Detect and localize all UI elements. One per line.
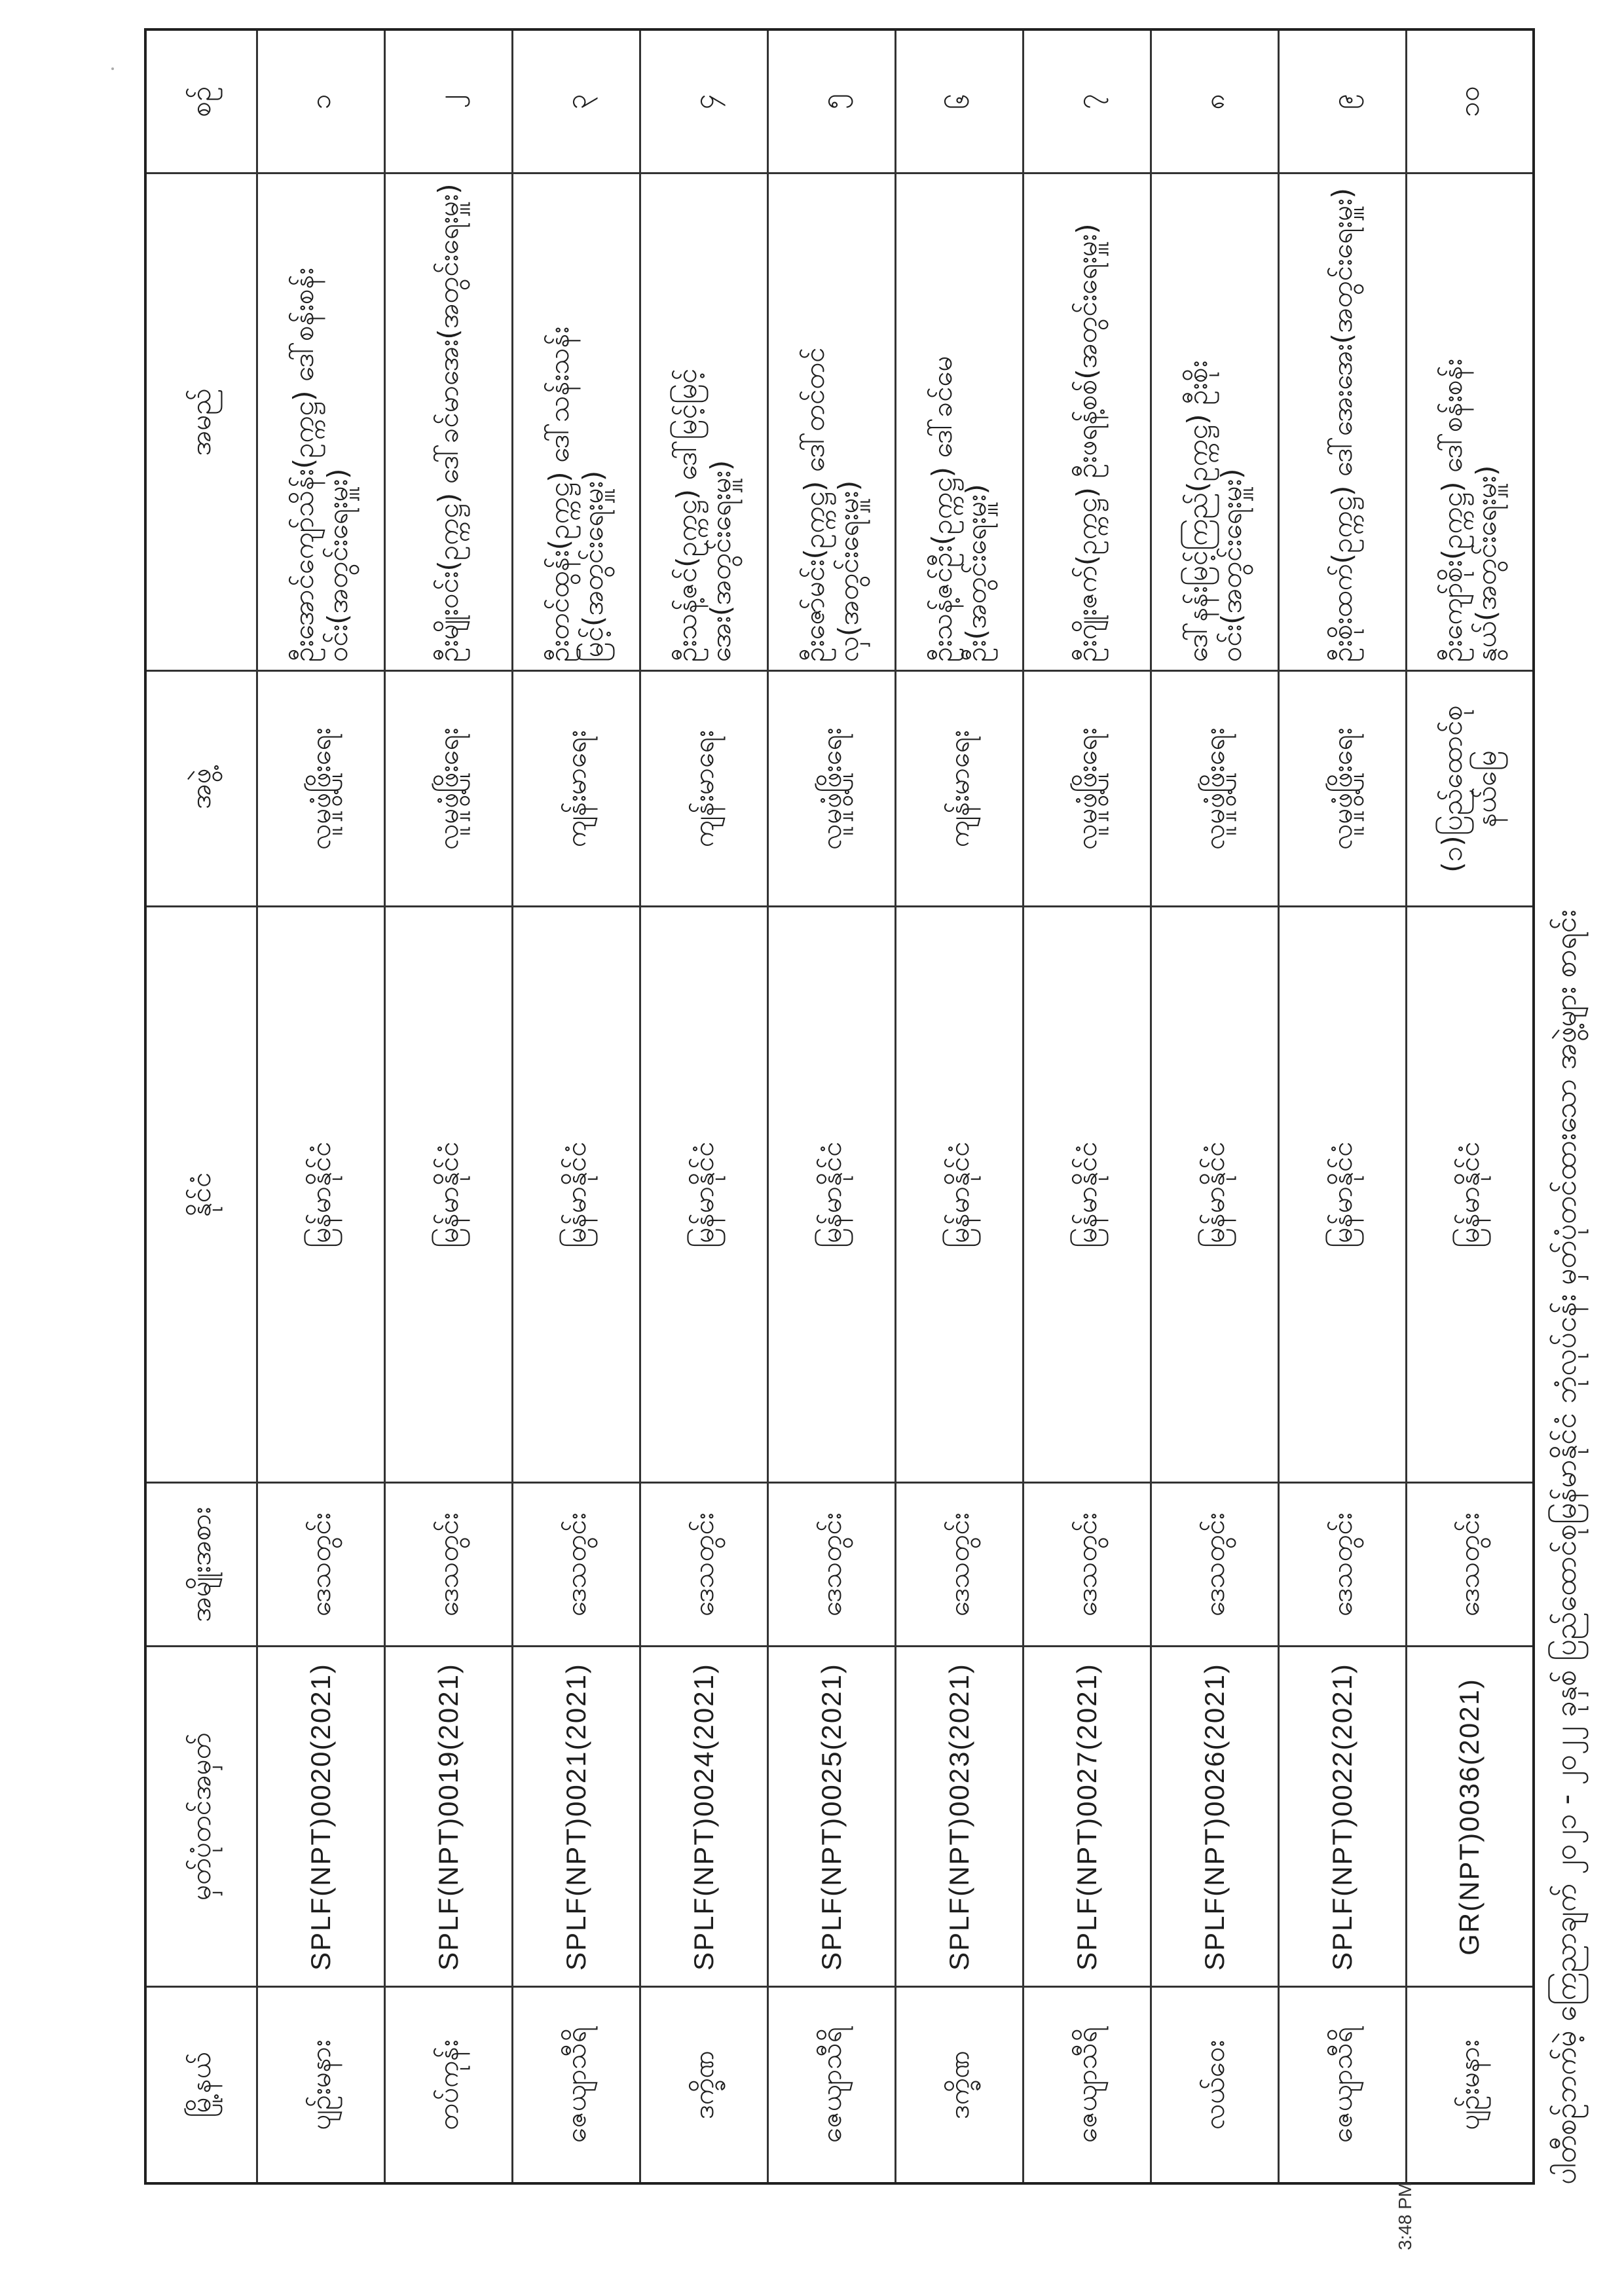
header-name: အမည် xyxy=(145,173,257,671)
cell-name: ဦးစိုးထက်(ဥက္ကဋ္ဌ) ဒေါ်အေးအေး(အတွင်းရေးမှူး) xyxy=(1278,173,1406,671)
cell-town: ဇေယျာသီရိ xyxy=(1023,1987,1151,2183)
cell-group: ကျန်းမာရေး xyxy=(512,671,640,907)
cell-group: လူမှုဖွံ့ဖြိုးရေး xyxy=(1023,671,1151,907)
cell-no: ၇ xyxy=(1023,29,1151,173)
cell-group: ကျန်းမာရေး xyxy=(895,671,1023,907)
header-group: အဖွဲ့ xyxy=(145,671,257,907)
header-no: စဉ် xyxy=(145,29,257,173)
cell-type: ဒေသတွင်း xyxy=(1278,1483,1406,1647)
header-type: အမျိုးအစား xyxy=(145,1483,257,1647)
cell-type: ဒေသတွင်း xyxy=(640,1483,767,1647)
cell-group: လူမှုဖွံ့ဖြိုးရေး xyxy=(257,671,384,907)
cell-town: ဇေယျာသီရိ xyxy=(767,1987,895,2183)
cell-reg-no: SPLF(NPT)0021(2021) xyxy=(512,1647,640,1987)
table-row xyxy=(512,29,640,2183)
cell-type: ဒေသတွင်း xyxy=(895,1483,1023,1647)
cell-no: ၂ xyxy=(384,29,512,173)
cell-town: ပျဉ်းမနား xyxy=(257,1987,384,2183)
cell-no: ၄ xyxy=(640,29,767,173)
cell-type: ဒေသတွင်း xyxy=(767,1483,895,1647)
cell-no: ၉ xyxy=(1278,29,1406,173)
cell-reg-no: SPLF(NPT)0023(2021) xyxy=(895,1647,1023,1987)
cell-country: မြန်မာနိုင်ငံ xyxy=(1151,907,1278,1483)
cell-country: မြန်မာနိုင်ငံ xyxy=(512,907,640,1483)
cell-type: ဒေသတွင်း xyxy=(1151,1483,1278,1647)
table-row xyxy=(257,29,384,2183)
cell-town: လယ်ဝေး xyxy=(1151,1987,1278,2183)
cell-type: ဒေသတွင်း xyxy=(384,1483,512,1647)
header-town: မြို့နယ် xyxy=(145,1987,257,2183)
cell-reg-no: SPLF(NPT)0022(2021) xyxy=(1278,1647,1406,1987)
header-reg-no: မှတ်ပုံတင်အမှတ် xyxy=(145,1647,257,1987)
cell-group: လူမှုဖွံ့ဖြိုးရေး xyxy=(767,671,895,907)
cell-country: မြန်မာနိုင်ငံ xyxy=(895,907,1023,1483)
cell-reg-no: GR(NPT)0036(2021) xyxy=(1406,1647,1534,1987)
cell-name: ဦးဂျိုးဇက်(ဥက္ကဋ္ဌ) ဦးဖရန့်စစ်(အတွင်းရေးမှူး) xyxy=(1023,173,1151,671)
cell-country: မြန်မာနိုင်ငံ xyxy=(1023,907,1151,1483)
cell-country: မြန်မာနိုင်ငံ xyxy=(257,907,384,1483)
cell-type: ဒေသတွင်း xyxy=(512,1483,640,1647)
table-row xyxy=(1023,29,1151,2183)
cell-name: ဦးမျိုးဝင်း(ဥက္ကဋ္ဌ) ဒေါ်ခင်မာအေး(အတွင်းရေးမှူး) xyxy=(384,173,512,671)
cell-group: (၁)ပြည်ထောင်စုနယ်မြေ xyxy=(1406,671,1534,907)
cell-name: ဦးတင်ထွန်း(ဥက္ကဋ္ဌ) ဒေါ်သန်းသန်းမြင့်(အတွင်းရေးမှူး) xyxy=(512,173,640,671)
cell-town: ဇေယျာသီရိ xyxy=(512,1987,640,2183)
cell-town: ဒက္ခိဏ xyxy=(640,1987,767,2183)
cell-no: ၈ xyxy=(1151,29,1278,173)
cell-reg-no: SPLF(NPT)0026(2021) xyxy=(1151,1647,1278,1987)
table-row xyxy=(767,29,895,2183)
cell-country: မြန်မာနိုင်ငံ xyxy=(640,907,767,1483)
cell-name: ဒေါ်နန်းမြင့်ကြည်(ဥက္ကဋ္ဌ) ဦးစိုးဝင်း(အတွင်းရေးမှူး) xyxy=(1151,173,1278,671)
cell-name: ဦးဇော်မင်း(ဥက္ကဋ္ဌ) ဒေါ်တင်တင်လှ(အတွင်းရေးမှူး) xyxy=(767,173,895,671)
cell-country: မြန်မာနိုင်ငံ xyxy=(1278,907,1406,1483)
print-timestamp: 3:48 PM xyxy=(1395,2181,1415,2250)
page-title: ပါတီစဉ်ဘက်မဲ့ ကြေညာချက် ၂၀၂၁ - ၂၀၂၂ ခုနှစ် ပြည်ထောင်စုမြန်မာနိုင်ငံ ဘုံလုပ်ငန်း မှတ်ပုံတင်ထားသော အဖွဲ့များ စာရင်း xyxy=(1549,909,1583,2185)
table-row xyxy=(1151,29,1278,2183)
cell-type: ဒေသတွင်း xyxy=(1406,1483,1534,1647)
cell-group: ကျန်းမာရေး xyxy=(640,671,767,907)
cell-no: ၅ xyxy=(767,29,895,173)
cell-town: ဇေယျာသီရိ xyxy=(1278,1987,1406,2183)
cell-type: ဒေသတွင်း xyxy=(257,1483,384,1647)
cell-group: လူမှုဖွံ့ဖြိုးရေး xyxy=(1151,671,1278,907)
cell-no: ၁ xyxy=(257,29,384,173)
table-row xyxy=(640,29,767,2183)
cell-name: ဦးအောင်ကျော်သိန်း(ဥက္ကဋ္ဌ) ဒေါ်စန်းစန်းဝင်း(အတွင်းရေးမှူး) xyxy=(257,173,384,671)
cell-group: လူမှုဖွံ့ဖြိုးရေး xyxy=(1278,671,1406,907)
table-header-row xyxy=(145,29,257,2183)
cell-name: ဦးသန့်ဇင်ဦး(ဥက္ကဋ္ဌ) ဒေါ်ခင်မေဦး(အတွင်းရေးမှူး) xyxy=(895,173,1023,671)
cell-name: ဦးကျော်စိုး(ဥက္ကဋ္ဌ) ဒေါ်စန်းစန်းနွယ်(အတွင်းရေးမှူး) xyxy=(1406,173,1534,671)
cell-town: ဒက္ခိဏ xyxy=(895,1987,1023,2183)
cell-reg-no: SPLF(NPT)0024(2021) xyxy=(640,1647,767,1987)
scan-speck xyxy=(111,67,114,70)
cell-reg-no: SPLF(NPT)0019(2021) xyxy=(384,1647,512,1987)
registration-table xyxy=(144,28,1535,2185)
cell-country: မြန်မာနိုင်ငံ xyxy=(384,907,512,1483)
table-row xyxy=(1278,29,1406,2183)
cell-no: ၆ xyxy=(895,29,1023,173)
cell-town: တပ်ကုန်း xyxy=(384,1987,512,2183)
cell-country: မြန်မာနိုင်ငံ xyxy=(1406,907,1534,1483)
cell-no: ၁၀ xyxy=(1406,29,1534,173)
cell-group: လူမှုဖွံ့ဖြိုးရေး xyxy=(384,671,512,907)
cell-town: ပျဉ်းမနား xyxy=(1406,1987,1534,2183)
table-row xyxy=(1406,29,1534,2183)
cell-reg-no: SPLF(NPT)0025(2021) xyxy=(767,1647,895,1987)
cell-reg-no: SPLF(NPT)0020(2021) xyxy=(257,1647,384,1987)
cell-type: ဒေသတွင်း xyxy=(1023,1483,1151,1647)
cell-name: ဦးသန့်ဇင်(ဥက္ကဋ္ဌ) ဒေါ်မြင့်မြင့်အေး(အတွင်းရေးမှူး) xyxy=(640,173,767,671)
cell-reg-no: SPLF(NPT)0027(2021) xyxy=(1023,1647,1151,1987)
header-country: နိုင်ငံ xyxy=(145,907,257,1483)
cell-no: ၃ xyxy=(512,29,640,173)
table-row xyxy=(384,29,512,2183)
cell-country: မြန်မာနိုင်ငံ xyxy=(767,907,895,1483)
table-row xyxy=(895,29,1023,2183)
